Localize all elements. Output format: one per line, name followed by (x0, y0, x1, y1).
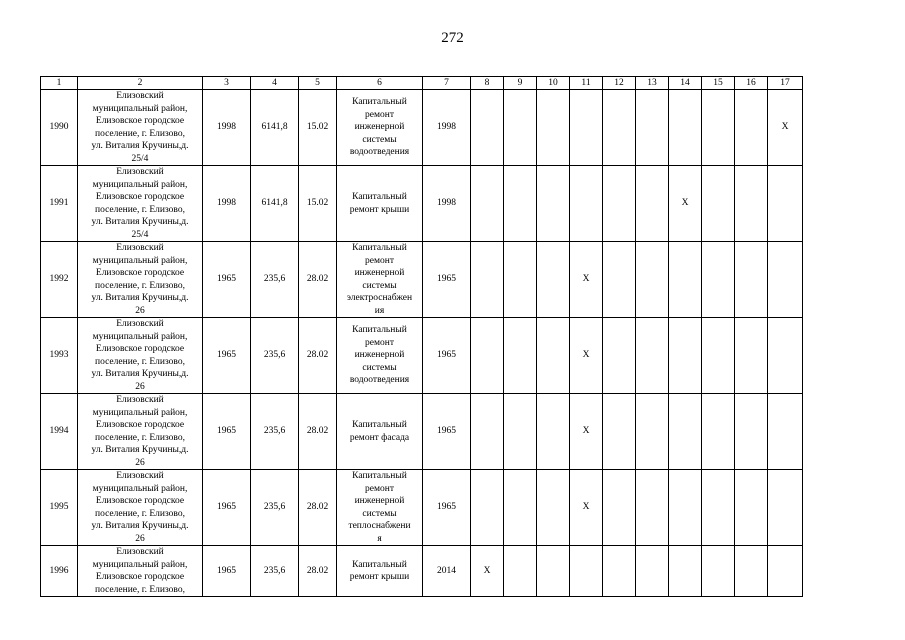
cell-line: инженерной (354, 122, 405, 133)
period-cell (735, 318, 768, 394)
cell-line: инженерной (354, 350, 405, 361)
year-cell-2: 1965 (423, 470, 471, 546)
year-cell-2: 2014 (423, 546, 471, 597)
cell-line: Елизовское городское (95, 344, 185, 354)
work-type-cell (337, 90, 423, 166)
page-number: 272 (441, 30, 464, 46)
cell-line: ул. Виталия Кручины,д. (91, 293, 189, 303)
cell-line: муниципальный район, (92, 331, 188, 342)
cell-line: Елизовское городское (95, 496, 185, 506)
period-cell (702, 318, 735, 394)
period-cell (537, 394, 570, 470)
cell-line: Капитальный (352, 325, 407, 336)
period-mark-cell: X (570, 470, 603, 546)
period-cell (636, 90, 669, 166)
cell-line: муниципальный район, (92, 103, 188, 114)
column-number-cell: 11 (570, 77, 603, 90)
period-cell (603, 394, 636, 470)
year-cell: 1965 (203, 394, 251, 470)
cell-line: ул. Виталия Кручины,д. (91, 141, 189, 151)
column-number-cell: 1 (41, 77, 78, 90)
period-cell (636, 242, 669, 318)
period-mark-cell: X (768, 90, 803, 166)
cell-line: системы (362, 508, 397, 519)
cell-line: ремонт (365, 255, 394, 266)
address-cell (78, 166, 203, 242)
period-cell (735, 546, 768, 597)
cell-line: ул. Виталия Кручины,д. (91, 445, 189, 455)
cell-line: ул. Виталия Кручины,д. (91, 521, 189, 531)
column-number-cell: 16 (735, 77, 768, 90)
cell-line: ремонт (365, 109, 394, 120)
cell-line: ул. Виталия Кручины,д. (91, 369, 189, 379)
period-cell (702, 90, 735, 166)
cell-line: Елизовский (116, 547, 164, 557)
cell-line: Елизовское городское (95, 116, 185, 126)
column-number-cell: 9 (504, 77, 537, 90)
period-cell (636, 546, 669, 597)
period-cell (603, 90, 636, 166)
cell-line: Капитальный (352, 420, 407, 430)
column-number-cell: 14 (669, 77, 702, 90)
cell-line: системы (362, 280, 397, 291)
period-cell (570, 90, 603, 166)
year-cell-2: 1965 (423, 318, 471, 394)
column-number-cell: 7 (423, 77, 471, 90)
period-cell (669, 90, 702, 166)
period-cell (504, 166, 537, 242)
cell-line: ремонт (365, 483, 394, 494)
area-cell: 235,6 (251, 242, 299, 318)
cell-line: муниципальный район, (92, 483, 188, 494)
period-cell (669, 546, 702, 597)
code-cell: 28.02 (299, 546, 337, 597)
period-mark-cell: X (570, 394, 603, 470)
cell-line: Елизовское городское (95, 420, 185, 430)
cell-line: инженерной (354, 496, 405, 506)
cell-line: поселение, г. Елизово, (95, 204, 185, 215)
period-cell (471, 318, 504, 394)
cell-line: поселение, г. Елизово, (95, 280, 185, 291)
cell-line: инженерной (354, 268, 405, 278)
period-cell (702, 546, 735, 597)
cell-line: теплоснабжени (348, 521, 411, 531)
column-number-cell: 5 (299, 77, 337, 90)
address-cell (78, 394, 203, 470)
period-mark-cell: X (570, 242, 603, 318)
period-cell (471, 394, 504, 470)
work-type-cell (337, 394, 423, 470)
cell-line: поселение, г. Елизово, (95, 128, 185, 139)
period-cell (471, 470, 504, 546)
cell-line: Капитальный (352, 243, 407, 253)
cell-line: Елизовское городское (95, 268, 185, 278)
area-cell: 235,6 (251, 318, 299, 394)
year-cell: 1965 (203, 470, 251, 546)
period-cell (537, 546, 570, 597)
work-type-cell (337, 546, 423, 597)
period-mark-cell: X (669, 166, 702, 242)
period-cell (537, 470, 570, 546)
period-cell (735, 394, 768, 470)
cell-line: муниципальный район, (92, 255, 188, 266)
period-cell (702, 470, 735, 546)
period-cell (669, 394, 702, 470)
year-cell: 1998 (203, 166, 251, 242)
area-cell: 235,6 (251, 394, 299, 470)
row-number-cell: 1992 (41, 242, 78, 318)
code-cell: 28.02 (299, 318, 337, 394)
year-cell: 1965 (203, 242, 251, 318)
row-number-cell: 1996 (41, 546, 78, 597)
period-cell (768, 318, 803, 394)
work-type-cell (337, 318, 423, 394)
cell-line: ия (374, 305, 385, 316)
period-cell (537, 318, 570, 394)
area-cell: 6141,8 (251, 90, 299, 166)
year-cell: 1965 (203, 318, 251, 394)
cell-line: системы (362, 362, 397, 373)
work-type-cell (337, 166, 423, 242)
year-cell-2: 1965 (423, 394, 471, 470)
period-cell (636, 166, 669, 242)
row-number-cell: 1993 (41, 318, 78, 394)
row-number-cell: 1995 (41, 470, 78, 546)
code-cell: 28.02 (299, 242, 337, 318)
cell-line: муниципальный район, (92, 179, 188, 190)
code-cell: 15.02 (299, 166, 337, 242)
period-cell (603, 166, 636, 242)
period-cell (636, 470, 669, 546)
period-cell (768, 166, 803, 242)
cell-line: водоотведения (349, 147, 410, 158)
address-cell (78, 546, 203, 597)
table-row (41, 166, 803, 242)
column-number-cell: 2 (78, 77, 203, 90)
period-cell (669, 470, 702, 546)
cell-line: электроснабжен (346, 293, 413, 303)
period-cell (768, 470, 803, 546)
period-cell (570, 546, 603, 597)
cell-line: Елизовский (116, 471, 164, 481)
year-cell: 1998 (203, 90, 251, 166)
row-number-cell: 1991 (41, 166, 78, 242)
period-cell (768, 546, 803, 597)
cell-line: поселение, г. Елизово, (95, 356, 185, 367)
period-cell (669, 242, 702, 318)
period-cell (537, 90, 570, 166)
cell-line: Капитальный (352, 559, 407, 570)
period-cell (702, 394, 735, 470)
code-cell: 28.02 (299, 394, 337, 470)
cell-line: Капитальный (352, 192, 407, 202)
year-cell: 1965 (203, 546, 251, 597)
cell-line: 26 (135, 457, 145, 468)
address-cell (78, 242, 203, 318)
period-cell (636, 318, 669, 394)
period-cell (570, 166, 603, 242)
period-cell (735, 90, 768, 166)
cell-line: ремонт крыши (349, 204, 410, 215)
period-cell (768, 242, 803, 318)
cell-line: я (377, 533, 382, 544)
column-number-cell: 12 (603, 77, 636, 90)
period-cell (504, 394, 537, 470)
area-cell: 235,6 (251, 546, 299, 597)
table-row (41, 318, 803, 394)
cell-line: Елизовское городское (95, 192, 185, 202)
year-cell-2: 1998 (423, 90, 471, 166)
column-number-cell: 3 (203, 77, 251, 90)
period-cell (603, 546, 636, 597)
period-cell (504, 470, 537, 546)
period-cell (537, 242, 570, 318)
table-row (41, 242, 803, 318)
period-mark-cell: X (471, 546, 504, 597)
cell-line: ремонт фасада (349, 432, 410, 443)
register-table (40, 76, 803, 597)
table-row (41, 394, 803, 470)
year-cell-2: 1998 (423, 166, 471, 242)
cell-line: ремонт крыши (349, 572, 410, 582)
cell-line: муниципальный район, (92, 407, 188, 418)
column-number-cell: 8 (471, 77, 504, 90)
cell-line: Капитальный (352, 97, 407, 108)
cell-line: поселение, г. Елизово, (95, 432, 185, 443)
column-number-cell: 13 (636, 77, 669, 90)
cell-line: Елизовский (116, 243, 164, 253)
work-type-cell (337, 470, 423, 546)
period-cell (735, 470, 768, 546)
period-cell (471, 166, 504, 242)
cell-line: 26 (135, 533, 145, 544)
period-cell (504, 90, 537, 166)
period-cell (603, 318, 636, 394)
column-number-cell: 17 (768, 77, 803, 90)
period-mark-cell: X (570, 318, 603, 394)
period-cell (636, 394, 669, 470)
area-cell: 235,6 (251, 470, 299, 546)
register-body (41, 77, 803, 597)
cell-line: 25/4 (131, 153, 149, 164)
cell-line: 25/4 (131, 229, 149, 240)
address-cell (78, 470, 203, 546)
period-cell (702, 166, 735, 242)
cell-line: поселение, г. Елизово, (95, 508, 185, 519)
cell-line: ремонт (365, 337, 394, 348)
address-cell (78, 90, 203, 166)
period-cell (471, 90, 504, 166)
cell-line: системы (362, 134, 397, 145)
cell-line: водоотведения (349, 375, 410, 386)
work-type-cell (337, 242, 423, 318)
area-cell: 6141,8 (251, 166, 299, 242)
table-row (41, 546, 803, 597)
period-cell (735, 242, 768, 318)
address-cell (78, 318, 203, 394)
column-number-cell: 4 (251, 77, 299, 90)
year-cell-2: 1965 (423, 242, 471, 318)
cell-line: поселение, г. Елизово, (95, 584, 185, 595)
cell-line: 26 (135, 381, 145, 392)
cell-line: Елизовский (116, 167, 164, 177)
cell-line: 26 (135, 305, 145, 316)
code-cell: 28.02 (299, 470, 337, 546)
period-cell (504, 318, 537, 394)
period-cell (603, 470, 636, 546)
column-number-cell: 6 (337, 77, 423, 90)
row-number-cell: 1994 (41, 394, 78, 470)
code-cell: 15.02 (299, 90, 337, 166)
cell-line: Елизовский (116, 91, 164, 101)
column-number-cell: 15 (702, 77, 735, 90)
cell-line: муниципальный район, (92, 559, 188, 570)
period-cell (768, 394, 803, 470)
period-cell (504, 546, 537, 597)
row-number-cell: 1990 (41, 90, 78, 166)
cell-line: Елизовский (116, 319, 164, 329)
cell-line: ул. Виталия Кручины,д. (91, 217, 189, 227)
table-row (41, 470, 803, 546)
period-cell (603, 242, 636, 318)
period-cell (669, 318, 702, 394)
period-cell (471, 242, 504, 318)
cell-line: Елизовское городское (95, 572, 185, 582)
period-cell (735, 166, 768, 242)
column-number-cell: 10 (537, 77, 570, 90)
period-cell (537, 166, 570, 242)
table-row (41, 90, 803, 166)
period-cell (504, 242, 537, 318)
cell-line: Елизовский (116, 395, 164, 405)
column-number-row (41, 77, 803, 90)
period-cell (702, 242, 735, 318)
cell-line: Капитальный (352, 471, 407, 481)
